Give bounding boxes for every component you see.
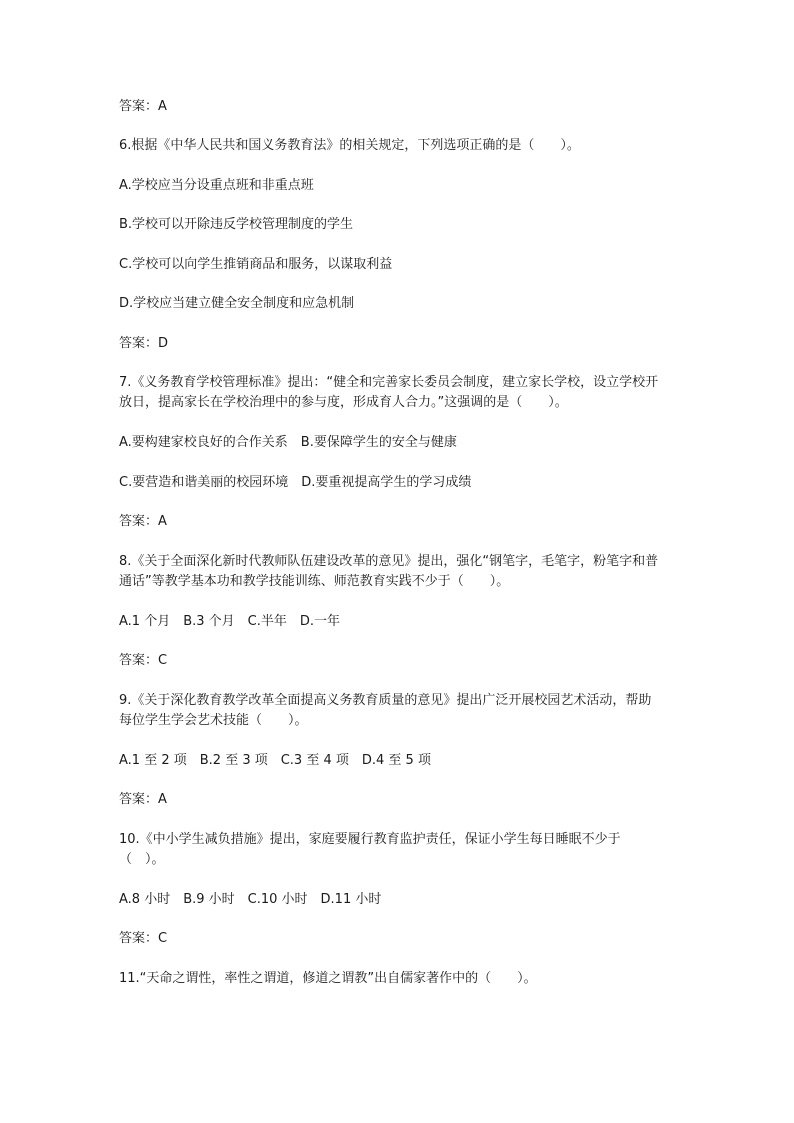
answer-q6: 答案：D [119,336,169,351]
question-8: 8.《关于全面深化新时代教师队伍建设改革的意见》提出，强化“钢笔字，毛笔字，粉笔字和普通话”等教学基本功和教学技能训练、师范教育实践不少于（ ）。 [119,554,659,589]
question-10: 10.《中小学生减负措施》提出，家庭要履行教育监护责任，保证小学生每日睡眠不少于（ ）。 [119,832,621,867]
q7-options-ab: A.要构建家校良好的合作关系 B.要保障学生的安全与健康 [119,435,457,450]
answer-q9: 答案：A [119,792,167,807]
question-11: 11.“天命之谓性，率性之谓道，修道之谓教”出自儒家著作中的（ ）。 [119,971,537,986]
answer-q10: 答案：C [119,931,168,946]
question-6: 6.根据《中华人民共和国义务教育法》的相关规定，下列选项正确的是（ ）。 [119,138,580,153]
q10-options: A.8 小时 B.9 小时 C.10 小时 D.11 小时 [119,892,382,907]
q6-option-b: B.学校可以开除违反学校管理制度的学生 [119,217,354,232]
answer-q5: 答案：A [119,99,167,114]
q6-option-d: D.学校应当建立健全安全制度和应急机制 [119,296,355,311]
q7-options-cd: C.要营造和谐美丽的校园环境 D.要重视提高学生的学习成绩 [119,475,472,490]
q9-options: A.1 至 2 项 B.2 至 3 项 C.3 至 4 项 D.4 至 5 项 [119,753,431,768]
q6-option-c: C.学校可以向学生推销商品和服务，以谋取利益 [119,257,393,272]
answer-q8: 答案：C [119,653,168,668]
q6-option-a: A.学校应当分设重点班和非重点班 [119,178,314,193]
question-7: 7.《义务教育学校管理标准》提出：“健全和完善家长委员会制度，建立家长学校，设立学校开放日，提高家长在学校治理中的参与度，形成育人合力。”这强调的是（ ）。 [119,375,659,410]
q8-options: A.1 个月 B.3 个月 C.半年 D.一年 [119,614,341,629]
question-9: 9.《关于深化教育教学改革全面提高义务教育质量的意见》提出广泛开展校园艺术活动，帮助每位学生学会艺术技能（ ）。 [119,693,652,728]
answer-q7: 答案：A [119,514,167,529]
